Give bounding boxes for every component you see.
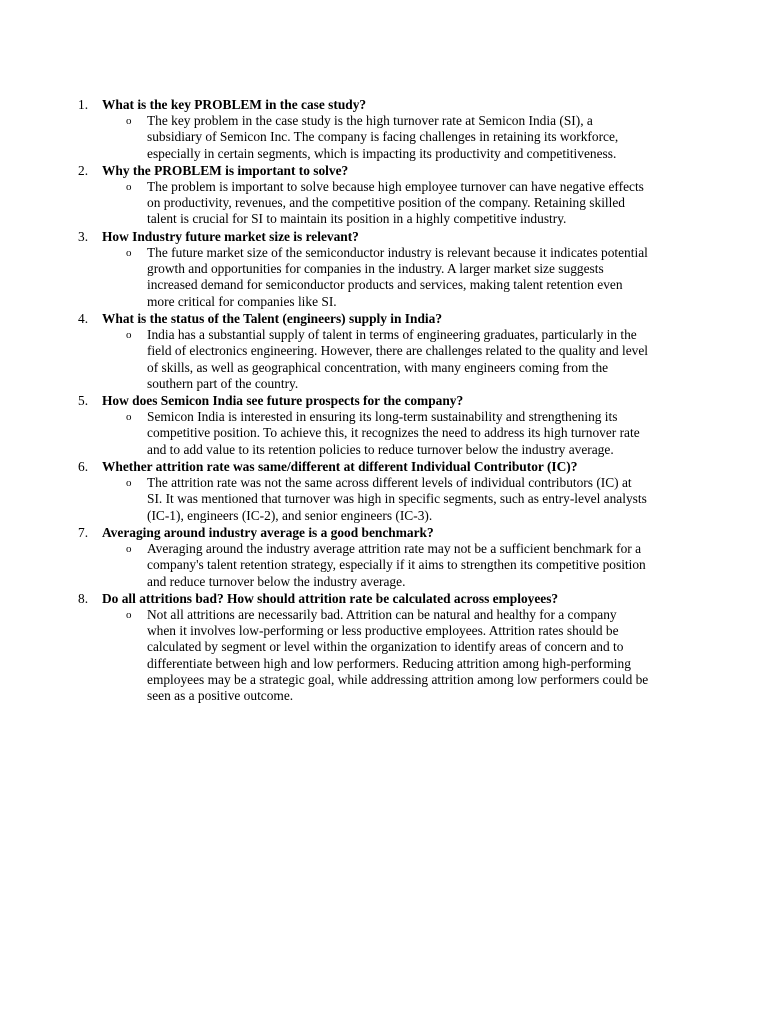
answer-paragraph: [0, 607, 715, 705]
question-item: [0, 524, 768, 590]
bullet-icon: o: [126, 608, 132, 621]
bullet-icon: o: [126, 477, 132, 490]
bullet-icon: o: [126, 411, 132, 424]
answer-line: and reduce turnover below the industry average.: [147, 573, 406, 589]
question-text: Whether attrition rate was same/different at different Individual Contributor (IC)?: [102, 459, 578, 475]
answer-line: when it involves low-performing or less productive employees. Attrition rates should be: [147, 623, 619, 639]
answer-paragraph: [0, 179, 715, 228]
question-row: [0, 310, 768, 327]
answer-paragraph: [0, 327, 715, 392]
answer-paragraph: [0, 475, 715, 524]
question-number: 7.: [78, 524, 89, 540]
answer-line: The future market size of the semiconductor industry is relevant because it indicates potential: [147, 244, 648, 260]
answer-line: seen as a positive outcome.: [147, 688, 294, 704]
question-row: [0, 524, 768, 541]
question-text: How does Semicon India see future prospects for the company?: [102, 393, 464, 409]
answer-line: (IC-1), engineers (IC-2), and senior engineers (IC-3).: [147, 507, 433, 523]
question-number: 1.: [78, 97, 89, 112]
answer-line: SI. It was mentioned that turnover was high in specific segments, such as entry-level analysts: [147, 491, 647, 507]
answer-line: more critical for companies like SI.: [147, 293, 337, 309]
question-row: [0, 458, 768, 475]
answer-line: India has a substantial supply of talent in terms of engineering graduates, particularly in the: [147, 326, 637, 342]
answer-line: of skills, as well as geographical concentration, with many engineers coming from the: [147, 359, 609, 375]
question-row: [0, 392, 768, 409]
answer-line: Not all attritions are necessarily bad. Attrition can be natural and healthy for a company: [147, 606, 617, 622]
answer-line: The key problem in the case study is the high turnover rate at Semicon India (SI), a: [147, 113, 593, 128]
answer-line: Averaging around the industry average attrition rate may not be a sufficient benchmark for a: [147, 540, 642, 556]
question-text: How Industry future market size is relevant?: [102, 228, 359, 244]
question-item: [0, 162, 768, 228]
answer-line: growth and opportunities for companies in the industry. A larger market size suggests: [147, 261, 604, 277]
answer-paragraph: [0, 113, 715, 162]
answer-line: company's talent retention strategy, especially if it aims to strengthen its competitive position: [147, 557, 646, 573]
answer-line: talent is crucial for SI to maintain its position in a highly competitive industry.: [147, 211, 567, 227]
question-number: 8.: [78, 590, 89, 606]
question-number: 2.: [78, 162, 89, 178]
question-item: [0, 458, 768, 524]
answer-line: and to add value to its retention policies to reduce turnover below the industry average.: [147, 441, 614, 457]
answer-line: The problem is important to solve because high employee turnover can have negative effects: [147, 178, 644, 194]
answer-line: The attrition rate was not the same across different levels of individual contributors (IC) at: [147, 475, 632, 491]
bullet-icon: o: [126, 180, 132, 193]
question-number: 4.: [78, 310, 89, 326]
question-item: [0, 96, 768, 162]
bullet-icon: o: [126, 328, 132, 341]
question-text: Why the PROBLEM is important to solve?: [102, 162, 349, 178]
question-text: Do all attritions bad? How should attrition rate be calculated across employees?: [102, 590, 559, 606]
answer-paragraph: [0, 409, 715, 458]
answer-line: calculated by segment or level within the organization to identify areas of concern and to: [147, 639, 624, 655]
bullet-icon: o: [126, 115, 132, 127]
question-item: [0, 228, 768, 310]
answer-line: on productivity, revenues, and the competitive position of the company. Retaining skilled: [147, 195, 625, 211]
question-list: [0, 96, 768, 705]
question-row: [0, 96, 768, 113]
answer-line: especially in certain segments, which is impacting its productivity and competitiveness.: [147, 145, 617, 161]
answer-line: subsidiary of Semicon Inc. The company is facing challenges in retaining its workforce,: [147, 129, 619, 145]
question-item: [0, 310, 768, 392]
question-text: What is the status of the Talent (engineers) supply in India?: [102, 310, 443, 326]
question-item: [0, 392, 768, 458]
question-number: 6.: [78, 459, 89, 475]
answer-paragraph: [0, 245, 715, 310]
answer-line: increased demand for semiconductor products and services, making talent retention even: [147, 277, 623, 293]
answer-paragraph: [0, 541, 715, 590]
question-number: 5.: [78, 393, 89, 409]
answer-line: southern part of the country.: [147, 375, 299, 391]
answer-line: Semicon India is interested in ensuring its long-term sustainability and strengthening its: [147, 409, 618, 425]
question-row: [0, 162, 768, 179]
question-text: What is the key PROBLEM in the case study?: [102, 97, 367, 112]
question-row: [0, 228, 768, 245]
bullet-icon: o: [126, 542, 132, 555]
answer-line: competitive position. To achieve this, it recognizes the need to address its high turnover rate: [147, 425, 640, 441]
answer-line: differentiate between high and low performers. Reducing attrition among high-performing: [147, 655, 631, 671]
question-item: [0, 590, 768, 705]
question-row: [0, 590, 768, 607]
question-number: 3.: [78, 228, 89, 244]
question-text: Averaging around industry average is a good benchmark?: [102, 524, 434, 540]
answer-line: employees may be a strategic goal, while addressing attrition among low performers could be: [147, 672, 649, 688]
answer-line: field of electronics engineering. However, there are challenges related to the quality and level: [147, 343, 649, 359]
bullet-icon: o: [126, 246, 132, 259]
